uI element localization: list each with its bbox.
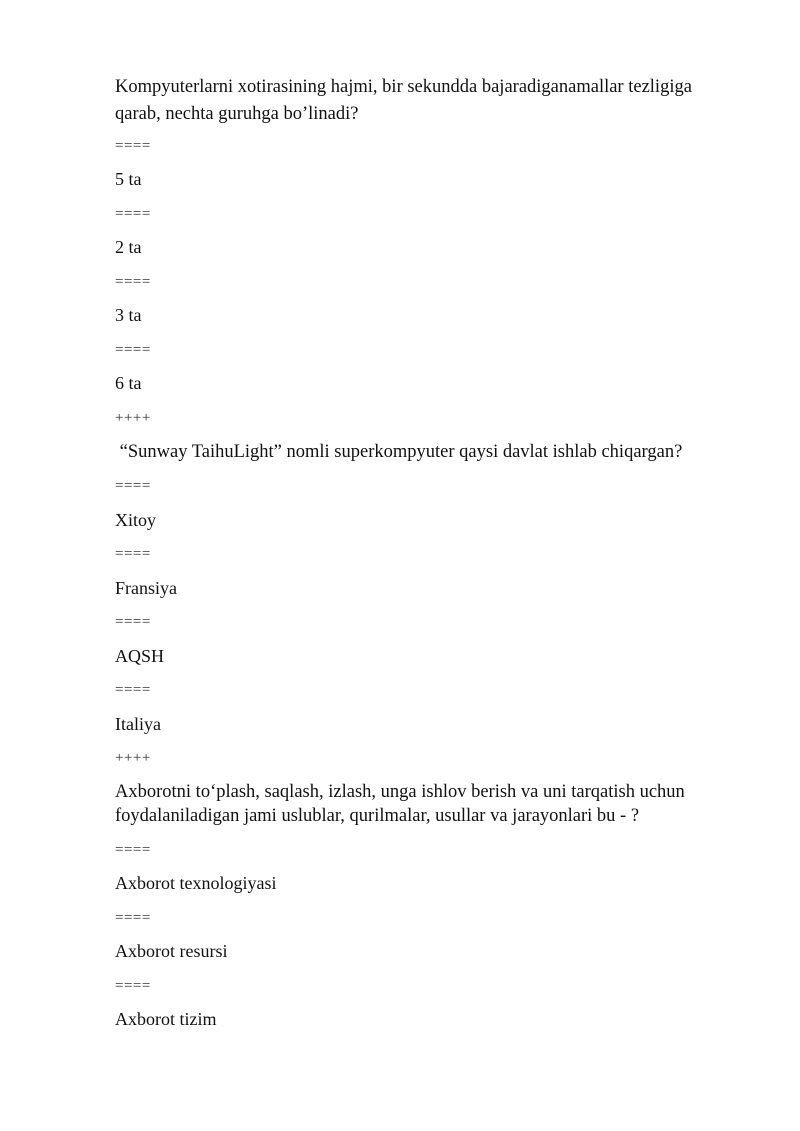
option-separator: ==== xyxy=(115,546,151,562)
question-2-option-3: AQSH xyxy=(115,646,165,666)
question-1-option-3: 3 ta xyxy=(115,305,142,325)
option-separator: ==== xyxy=(115,478,151,494)
question-separator: ++++ xyxy=(115,410,151,426)
option-separator: ==== xyxy=(115,910,151,926)
question-3-option-3: Axborot tizim xyxy=(115,1009,217,1029)
question-3-option-2: Axborot resursi xyxy=(115,941,228,961)
option-separator: ==== xyxy=(115,274,151,290)
option-separator: ==== xyxy=(115,614,151,630)
option-separator: ==== xyxy=(115,342,151,358)
question-3-line-1: Axborotni to‘plash, saqlash, izlash, unga ishlov berish va uni tarqatish uchun xyxy=(115,782,685,802)
option-separator: ==== xyxy=(115,978,151,994)
question-1-option-2: 2 ta xyxy=(115,237,142,257)
option-separator: ==== xyxy=(115,138,151,154)
question-2-line-1: “Sunway TaihuLight” nomli superkompyuter qaysi davlat ishlab chiqargan? xyxy=(115,442,683,462)
option-separator: ==== xyxy=(115,206,151,222)
question-3-line-2: foydalaniladigan jami uslublar, qurilmalar, usullar va jarayonlari bu - ? xyxy=(115,806,640,826)
question-separator: ++++ xyxy=(115,750,151,766)
question-2-option-2: Fransiya xyxy=(115,578,177,598)
question-2-option-1: Xitoy xyxy=(115,510,157,530)
question-3-option-1: Axborot texnologiyasi xyxy=(115,873,277,893)
question-1-line-2: qarab, nechta guruhga bo’linadi? xyxy=(115,104,359,124)
question-1-option-4: 6 ta xyxy=(115,373,142,393)
question-1-option-1: 5 ta xyxy=(115,169,142,189)
question-1-line-1: Kompyuterlarni xotirasining hajmi, bir sekundda bajaradiganamallar tezligiga xyxy=(115,77,692,97)
option-separator: ==== xyxy=(115,842,151,858)
question-2-option-4: Italiya xyxy=(115,714,161,734)
option-separator: ==== xyxy=(115,682,151,698)
